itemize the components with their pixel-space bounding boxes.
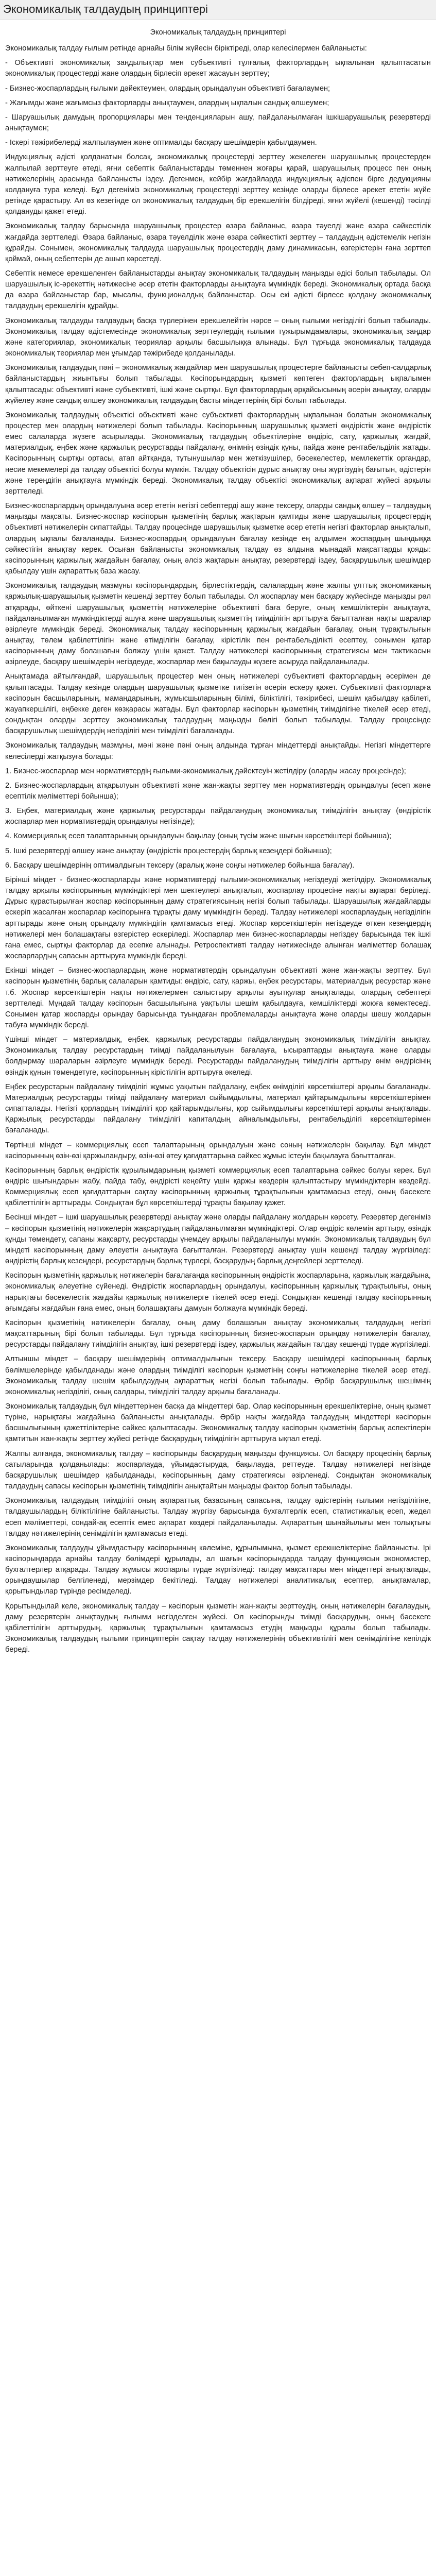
paragraph: Бесінші міндет – ішкі шаруашылық резервтерді анықтау және оларды пайдалану жолдарын көрсету. Резервтер дегеніміз – кәсіпорын қызметінің нәтижелерін жақсартудың пайдаланылмаған мүмкіндіктері. Олар өндіріс көлемін арттыру, өзіндік құнды төмендету, сапаны жақсарту, ресурстарды үнемдеу арқылы пайдаланылуы мүмкін. Экономикалық талдаудың бұл міндеті кәсіпорынның даму әлеуетін анықтауға бағытталған. Резервтерді анықтау үшін кешенді талдау жүргізіледі: өндірістің барлық кезеңдері, ресурстардың барлық түрлері, басқарудың барлық деңгейлері зерттеледі. [5,1213,431,1266]
paragraph: - Бизнес-жоспарлардың ғылыми дәйектеумен, олардың орындалуын объективті бағалаумен; [5,84,330,93]
paragraph: Бизнес-жоспарлардың орындалуына әсер ететін негізгі себептерді ашу және тексеру, оларды сандық өлшеу – талдаудың маңызды мақсаты. Бизнес-жоспар кәсіпорын қызметінің барлық жақтарын қамтиды және шаруашылық процестердің объективті нәтижелерін сипаттайды. Талдау процесінде шаруашылық қызметке әсер ететін негізгі факторлар анықталып, олардың ықпалы бағаланады. Бизнес-жоспардың орындалуын бағалау кезінде ең алдымен жоспардың шындыққа сәйкестігін анықтау керек. Осыған байланысты экономикалық талдау өз алдына мынадай мақсаттарды қояды: кәсіпорынның қаржылық жағдайын бағалау, оның әлсіз жақтарын анықтау, резервтерді іздеу, басқарушылық шешімдер қабылдау үшін ақпараттық база жасау. [5,502,431,576]
paragraph: Экономикалық талдаудың объектісі объективті және субъективті факторлардың ықпалынан болатын экономикалық процестер мен олардың нәтижелері болып табылады. Кәсіпорынның шаруашылық қызметі өндірістік және өндірістік емес салаларда жүзеге асырылады. Экономикалық талдаудың объектілеріне өндіріс, сату, қаржылық жағдай, материалдық, еңбек және қаржылық ресурстарды пайдалану, өнімнің өзіндік құны, пайда және рентабельділік жатады. Кәсіпорынның сыртқы ортасы, атап айтқанда, тұтынушылар мен жеткізушілер, бәсекелестер, мемлекеттік органдар, несие мекемелері да талдау объектісі болуы мүмкін. Талдау объектісін дұрыс анықтау оны жүргізудің бағытын, әдістерін және тереңдігін анықтауға мүмкіндік береді. Экономикалық талдау объектісі экономикалық ақпарат жүйесі арқылы зерттеледі. [5,411,431,496]
paragraph: - Объективті экономикалық заңдылықтар мен субъективті тұлғалық факторлардың ықпалынан қалыптасатын экономикалық процестерді жане олардың бірлесіп әрекет жасауын зерттеу; [5,59,431,78]
paragraph: Индукциялық әдісті қолданатын болсақ, экономикалық процестерді зерттеу жекелеген шаруашылық процестерден жалпылай зерттеуге өтеді, яғни себептік байланыстарды төменнен жоғары қарай, шаруашылық процесс пен оның нәтижелерінің арасында байланысты іздеу. Дегенмен, кейбір жағдайларда индукциялық әдіспен бірге дедукцияны колдануға тура келеді. Бұл дегеніміз экономикалық процестерді зерттеу кезінде оларды бірлесе әрекет ететін жүйе ретінде қарастыру. Ал өз кезегінде ол экономикалық талдаудың бір ерекшелігін білдіреді, яғни жүйелі (кешенді) тәсілді қолдануды қажет етеді. [5,153,431,216]
document-body [0,20,436,1663]
paragraph: - Шаруашылық дамудың пропорциялары мен тенденцияларын ашу, пайдаланылмаған ішкішаруашылық резервтерді анықтаумен; [5,113,431,133]
paragraph: Экономикалық талдаудың пәні – экономикалық жағдайлар мен шаруашылық процестерге байланысты себеп-салдарлық байланыстардың жиынтығы болып табылады. Кәсіпорындардың қызметі көптеген факторлардың ықпалымен қалыптасады: объективті және субъективті, ішкі және сыртқы. Бұл факторлардың әрқайсысының әсерін анықтау, оларды жүйелеу және сандық өлшеу экономикалық талдаудың басты міндеттерінің бірі болып табылады. [5,364,431,405]
paragraph-list [5,43,431,1655]
paragraph: Жалпы алғанда, экономикалық талдау – кәсіпорынды басқарудың маңызды функциясы. Ол басқару процесінің барлық сатыларында қолданылады: жоспарлауда, ұйымдастыруда, бақылауда, реттеуде. Талдау нәтижелері негізінде басқарушылық шешімдер қабылданады, кәсіпорынның даму стратегиясы әзірленеді. Сондықтан экономикалық талдаудың сапасы кәсіпорын қызметінің тиімділігін анықтайтын маңызды фактор болып табылады. [5,1449,431,1491]
paragraph: Кәсіпорын қызметінің нәтижелерін бағалау, оның даму болашағын анықтау экономикалық талдаудың негізгі мақсаттарының бірі болып табылады. Бұл тұрғыда кәсіпорынның бизнес-жоспарын орындау нәтижелерін бағалау, ресурстарды пайдалану тиімділігін анықтау, ішкі резервтерді іздеу, қаржылық жағдайын талдау кешенді түрде жүргізіледі. [5,1318,431,1349]
paragraph: 2. Бизнес-жоспарлардың атқарылуын объективті және жан-жақты зерттеу мен нормативтердің орындалуы (есеп және есептілік мәліметтері бойынша); [5,781,431,801]
paragraph: Экономикалық талдау барысында шаруашылық процестер өзара байланыс, өзара тәуелді және өзара сәйкестілік жағдайда зерттеледі. Өзара байланыс, өзара тәуелділік және өзара сәйкестікті зерттеу – талдаудың әдістемелік негізін құрайды. Сонымен, экономикалық талдауда шаруашылық процестердің даму динамикасын, өзгерістерін ғана зерттеп қоймай, оның себептерін де ашып көрсетеді. [5,222,431,263]
paragraph: - Жағымды және жағымсыз факторларды анықтаумен, олардың ықпалын сандық өлшеумен; [5,98,329,107]
paragraph: Еңбек ресурстарын пайдалану тиімділігі жұмыс уақытын пайдалану, еңбек өнімділігі көрсеткіштері арқылы бағаланады. Материалдық ресурстарды тиімді пайдалану материал сыйымдылығы, материал қайтарымдылығы көрсеткіштерімен сипатталады. Негізгі қорлардың тиімділігі қор қайтарымдылығы, қор сыйымдылығы көрсеткіштері арқылы анықталады. Қаржылық ресурстарды пайдалану тиімділігі капиталдың айналымдылығы, рентабельділігі көрсеткіштерімен бағаланады. [5,1082,431,1135]
paragraph: Экономикалық талдауды талдаудың басқа түрлерінен ерекшелейтін нәрсе – оның ғылыми негізділігі болып табылады. Экономикалық талдау әдістемесінде экономикалық зерттеулердің ғылыми тұжырымдамалары, экономикалық заңдар және категориялар, экономикалық теориялар арқылы басшылыққа алынады. Бұл тұрғыда экономикалық талдауда экономикалық теориялар мен ұғымдар тәжірибеде қолданылады. [5,316,431,358]
paragraph: 4. Коммерциялық есеп талаптарының орындалуын бақылау (оның түсім және шығын көрсеткіштері бойынша); [5,832,392,841]
paragraph: Экономикалық талдаудың тиімділігі оның ақпараттық базасының сапасына, талдау әдістерінің ғылыми негізділігіне, талдаушылардың біліктілігіне байланысты. Талдау жүргізу барысында бухгалтерлік есеп, статистикалық есеп, жедел есеп мәліметтері, сондай-ақ есептік емес ақпарат көздері пайдаланылады. Ақпараттың шынайылығы мен толықтығы талдау нәтижелерінің сенімділігін қамтамасыз етеді. [5,1497,431,1538]
paragraph: 5. Ішкі резервтерді өлшеу және анықтау (өндірістік процестердің барлық кезеңдері бойынша); [5,846,332,855]
paragraph: Экономикалық талдаудың мазмұны кәсіпорындардың, бірлестіктердің, салалардың және жалпы ұлттық экономиканың қаржылық-шаруашылық қызметін кешенді зерттеу болып табылады. Ол жоспарлау мен басқару жүйесінде маңызды рөл атқарады, өйткені шаруашылық қызметтің нәтижелеріне объективті баға беруге, оның кемшіліктерін анықтауға, пайдаланылмаған мүмкіндіктерді ашуға және шаруашылық қызметтің тиімділігін арттыруға бағытталған нақты шаралар әзірлеуге мүмкіндік береді. Экономикалық талдау кәсіпорынның қаржылық жағдайын бағалау, оның тұрақтылығын анықтау, төлем қабілеттілігін және өтімділігін бағалау, кірістілік пен рентабельділікті есептеу, сонымен қатар кәсіпорынның даму болашағын болжау үшін қажет. Талдау нәтижелері кәсіпорынның стратегиясы мен тактикасын әзірлеуде, басқару шешімдерін негіздеуде, жоспарлар мен бақылауды жүзеге асыруда пайдаланылады. [5,582,431,667]
paragraph: Себептік немесе ерекшеленген байланыстарды анықтау экономикалық талдаудың маңызды әдісі болып табылады. Ол шаруашылық іс-әрекеттің нәтижесіне әсер ететін факторларды анықтауға мүмкіндік береді. Экономикалық ортада басқа да өзара байланыстар бар, мысалы, функционалдық байланыстар. Осы екі әдісті бірлесе қолдану экономикалық талдаудың ерекшелігін құрайды. [5,269,431,311]
paragraph: Анықтамада айтылғандай, шаруашылық процестер мен оның нәтижелері субъективті факторлардың әсерімен де қалыптасады. Талдау кезінде олардың шаруашылық қызметке тигізетін әсерін ескеру қажет. Субъективті факторларға кәсіпорын басшыларының, мамандарының, жұмысшыларының білімі, біліктілігі, тәжірибесі, шешім қабылдау қабілеті, жауапкершілігі, еңбекке деген көзқарасы жатады. Бұл факторлар кәсіпорын қызметінің тиімділігіне тікелей әсер етеді, сондықтан оларды зерттеу экономикалық талдаудың маңызды бөлігі болып табылады. Талдау процесінде басқарушылық шешімдердің негізділігі мен тиімділігі бағаланады. [5,672,431,736]
paragraph: Экономикалық талдаудың бұл міндеттерінен басқа да міндеттері бар. Олар кәсіпорынның ерекшеліктеріне, оның қызмет түріне, нарықтағы жағдайына байланысты анықталады. Әрбір нақты жағдайда талдаудың міндеттері кәсіпорын басшылығының қажеттіліктеріне сәйкес қалыптасады. Экономикалық талдау кәсіпорын қызметінің барлық аспектілерін қамтитын жан-жақты зерттеу жүйесі ретінде басқарудың тиімділігін арттыруға ықпал етеді. [5,1402,431,1444]
paragraph: Төртінші міндет – коммерциялық есеп талаптарының орындалуын және соның нәтижелерін бақылау. Бұл міндет кәсіпорынның өзін-өзі қаржыландыру, өзін-өзі өтеу қағидаттарына сәйкес жұмыс істеуін бақылауға бағытталған. [5,1141,431,1160]
document-heading: Экономикалық талдаудың принциптері [150,28,286,37]
paragraph: 6. Басқару шешімдерінің оптималдығын тексеру (аралық және соңғы нәтижелер бойынша бағалау). [5,861,355,870]
paragraph: Экономикалық талдау ғылым ретінде арнайы білім жүйесін біріктіреді, олар келесілермен байланысты: [5,44,367,53]
paragraph: Бірінші міндет - бизнес-жоспарларды және нормативтерді ғылыми-экономикалық негіздеуді жетілдіру. Экономикалық талдау арқылы кәсіпорынның мүмкіндіктері мен шектеулері анықталып, жоспарлау процесіне нақты ақпарат беріледі. Дұрыс құрастырылған жоспар кәсіпорынның даму стратегиясының негізі болып табылады. Шаруашылық жағдайларды ескеріп жасалған жоспарлар кәсіпорынға тұрақты даму мүмкіндігін береді. Талдау нәтижелері жоспарлаудың негізділігін арттырады және оның орындалу мүмкіндігін қамтамасыз етеді. Жоспар көрсеткіштерін негіздеуде өткен кезеңдердің нәтижелері мен болашақтағы өзгерістер ескеріледі. Жоспарлар мен бизнес-жоспарларды негіздеу барысында тек ішкі ғана емес, сыртқы факторлар да есепке алынады. Ретроспективті талдау нәтижесінде алынған мәліметтер болашақ жоспарлардың сапасын арттыруға мүмкіндік береді. [5,875,431,961]
paragraph: Екінші міндет – бизнес-жоспарлардың және нормативтердің орындалуын объективті және жан-жақты зерттеу. Бұл кәсіпорын қызметінің барлық салаларын қамтиды: өндіріс, сату, қаржы, еңбек ресурстары, материалдық ресурстар және т.б. Жоспар көрсеткіштерін нақты нәтижелермен салыстыру арқылы ауытқулар анықталады, олардың себептері зерттеледі. Мұндай талдау кәсіпорын басшылығына уақтылы шешім қабылдауға, кемшіліктерді жоюға көмектеседі. Сонымен қатар жоспарды орындау барысында туындаған проблемаларды анықтауға және оларды шешу жолдарын табуға мүмкіндік береді. [5,967,431,1029]
paragraph: Қорытындылай келе, экономикалық талдау – кәсіпорын қызметін жан-жақты зерттеудің, оның нәтижелерін бағалаудың, даму резервтерін анықтаудың ғылыми негізделген жүйесі. Ол кәсіпорынды тиімді басқарудың, оның бәсекеге қабілеттілігін арттырудың, қаржылық тұрақтылығын қамтамасыз етудің маңызды құралы болып табылады. Экономикалық талдаудың ғылыми принциптерін сақтау талдау нәтижелерінің объективтілігі мен сенімділігіне кепілдік береді. [5,1602,431,1654]
paragraph: Алтыншы міндет – басқару шешімдерінің оптималдылығын тексеру. Басқару шешімдері кәсіпорынның барлық бөлімшелерінде қабылданады және олардың тиімділігі кәсіпорын қызметінің соңғы нәтижелеріне тікелей әсер етеді. Экономикалық талдау шешім қабылдаудың ақпараттық негізі болып табылады. Әрбір басқарушылық шешімнің экономикалық негізділігі, оның салдары, тиімділігі талдау арқылы бағаланады. [5,1355,431,1396]
paragraph: 3. Еңбек, материалдық және қаржылық ресурстарды пайдаланудың экономикалық тиімділігін анықтау (өндірістік жоспарлар мен нормативтердің орындалуы негізінде); [5,807,431,826]
paragraph: Үшінші міндет – материалдық, еңбек, қаржылық ресурстарды пайдаланудың экономикалық тиімділігін анықтау. Экономикалық талдау ресурстардың тиімді пайдаланылуын бағалауға, ысыраптарды анықтауға және оларды болдырмау шараларын әзірлеуге мүмкіндік береді. Ресурстарды пайдаланудың тиімділігін арттыру өнім өндірісінің өзіндік құнын төмендетуге, кәсіпорынның кірістілігін арттыруға әкеледі. [5,1036,431,1077]
paragraph: 1. Бизнес-жоспарлар мен нормативтердің ғылыми-экономикалық дәйектеуін жетілдіру (оларды жасау процесінде); [5,767,406,775]
paragraph: - Іскері тәжірибелерді жалпылаумен және оптималды басқару шешімдерін қабылдаумен. [5,139,317,147]
paragraph: Экономикалық талдаудың мазмұны, мәні және пәні оның алдында тұрған міндеттерді анықтайды. Негізгі міндеттерге келесілерді жатқызуға болады: [5,741,431,761]
paragraph: Кәсіпорынның барлық өндірістік құрылымдарының қызметі коммерциялық есеп талаптарына сәйкес болуы керек. Бұл өндіріс шығындарын жабу, пайда табу, өндірісті кеңейту үшін қаржы көздерін қалыптастыру мүмкіндіктерін көздейді. Коммерциялық есеп қағидаттарын сақтау кәсіпорынның қаржылық тұрақтылығын қамтамасыз етеді, оның бәсекеге қабілеттілігін арттырады. Сондықтан бұл көрсеткіштерді тұрақты бақылау қажет. [5,1166,431,1208]
page-title: Экономикалық талдаудың принциптері [0,0,436,20]
paragraph: Кәсіпорын қызметінің қаржылық нәтижелерін бағалағанда кәсіпорынның өндірістік жоспарларына, қаржылық жағдайына, экономикалық әлеуетіне сүйенеді. Өндірістік жоспарлардың орындалуы, кәсіпорынның қаржылық тұрақтылығы, оның нарықтағы бәсекелестік жағдайы қаржылық нәтижелерге тікелей әсер етеді. Сондықтан кешенді талдау кәсіпорынның ағымдағы жағдайын ғана емес, оның болашақтағы дамуын болжауға мүмкіндік береді. [5,1272,431,1313]
paragraph: Экономикалық талдауды ұйымдастыру кәсіпорынның көлеміне, құрылымына, қызмет ерекшеліктеріне байланысты. Ірі кәсіпорындарда арнайы талдау бөлімдері құрылады, ал шағын кәсіпорындарда талдау функциясын экономистер, бухгалтерлер атқарады. Талдау жұмысы жоспарлы түрде жүргізіледі: талдау мақсаттары мен міндеттері анықталады, орындаушылар белгіленеді, мерзімдер бекітіледі. Талдау нәтижелері аналитикалық есептер, анықтамалар, қорытындылар түрінде ресімделеді. [5,1544,431,1596]
